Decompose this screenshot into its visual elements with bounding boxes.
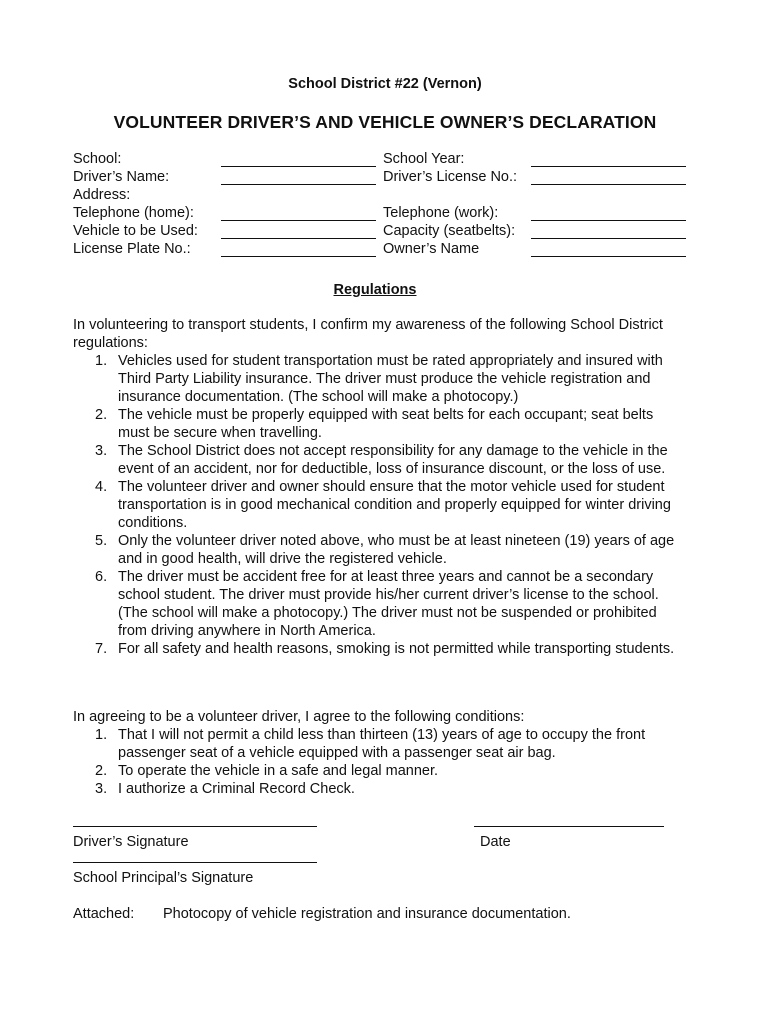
attached-text: Photocopy of vehicle registration and insurance documentation. xyxy=(163,906,571,922)
list-item: 5. Only the volunteer driver noted above, who must be at least nineteen (19) years of age and in good health, will drive the registered vehicle. xyxy=(95,533,675,567)
list-item: 1. Vehicles used for student transportation must be rated appropriately and insured with Third Party Liability insurance. The driver must produce the vehicle registration and insurance documentation. (The school will make a photocopy.) xyxy=(95,353,663,405)
owners-name-label: Owner’s Name xyxy=(383,241,480,257)
condition-text: I authorize a Criminal Record Check. xyxy=(118,781,355,797)
regulation-text: For all safety and health reasons, smoking is not permitted while transporting students. xyxy=(118,641,675,657)
condition-text: To operate the vehicle in a safe and legal manner. xyxy=(118,763,439,779)
school-year-field[interactable] xyxy=(531,166,686,167)
list-item: 3. The School District does not accept responsibility for any damage to the vehicle in the event of an accident, nor for deductible, loss of insurance discount, or the loss of use. xyxy=(95,443,668,477)
field-row-school xyxy=(73,150,688,168)
regulation-text: The volunteer driver and owner should ensure that the motor vehicle used for student transportation is in good mechanical condition and properly equipped for winter driving conditions. xyxy=(118,479,671,531)
conditions-list xyxy=(73,726,685,798)
date-label: Date xyxy=(480,834,511,850)
regulations-heading: Regulations xyxy=(333,282,417,298)
driver-signature-label: Driver’s Signature xyxy=(73,834,189,850)
principal-signature-label: School Principal’s Signature xyxy=(73,870,254,886)
address-label: Address: xyxy=(73,187,131,203)
regulations-section xyxy=(73,316,685,658)
school-field[interactable] xyxy=(221,166,376,167)
field-row-address xyxy=(73,186,688,204)
list-item: 3. I authorize a Criminal Record Check. xyxy=(95,781,355,797)
regulations-intro: In volunteering to transport students, I confirm my awareness of the following School District regulations: xyxy=(73,317,663,351)
regulations-list xyxy=(73,352,685,658)
field-row-plate xyxy=(73,240,688,258)
capacity-label: Capacity (seatbelts): xyxy=(383,223,516,239)
drivers-name-label: Driver’s Name: xyxy=(73,169,170,185)
principal-signature-line[interactable] xyxy=(73,862,317,863)
condition-text: That I will not permit a child less than thirteen (13) years of age to occupy the front passenger seat of a vehicle equipped with a passenger seat air bag. xyxy=(118,727,646,761)
attached-note xyxy=(73,905,571,923)
license-plate-label: License Plate No.: xyxy=(73,241,191,257)
telephone-home-label: Telephone (home): xyxy=(73,205,194,221)
list-item: 7. For all safety and health reasons, smoking is not permitted while transporting students. xyxy=(95,641,675,657)
vehicle-field[interactable] xyxy=(221,238,376,239)
regulation-text: The driver must be accident free for at least three years and cannot be a secondary school student. The driver must provide his/her current driver’s license to the school. (The school will make a photocopy.) The driver must not be suspended or prohibited from driving anywhere in North America. xyxy=(118,569,659,639)
field-row-vehicle xyxy=(73,222,688,240)
telephone-home-field[interactable] xyxy=(221,220,376,221)
field-row-telephone xyxy=(73,204,688,222)
regulation-text: Only the volunteer driver noted above, who must be at least nineteen (19) years of age and in good health, will drive the registered vehicle. xyxy=(118,533,675,567)
conditions-section xyxy=(73,708,685,798)
regulation-text: Vehicles used for student transportation must be rated appropriately and insured with Third Party Liability insurance. The driver must produce the vehicle registration and insurance documentation. (The school will make a photocopy.) xyxy=(118,353,663,405)
drivers-name-field[interactable] xyxy=(221,184,376,185)
capacity-field[interactable] xyxy=(531,238,686,239)
drivers-license-label: Driver’s License No.: xyxy=(383,169,518,185)
telephone-work-label: Telephone (work): xyxy=(383,205,499,221)
attached-label: Attached: xyxy=(73,906,135,922)
driver-signature-line[interactable] xyxy=(73,826,317,827)
list-item: 1. That I will not permit a child less than thirteen (13) years of age to occupy the front passenger seat of a vehicle equipped with a passenger seat air bag. xyxy=(95,727,646,761)
date-line[interactable] xyxy=(474,826,664,827)
regulation-text: The vehicle must be properly equipped with seat belts for each occupant; seat belts must be secure when travelling. xyxy=(118,407,654,441)
list-item: 6. The driver must be accident free for at least three years and cannot be a secondary school student. The driver must provide his/her current driver’s license to the school. (The school will make a photocopy.) The driver must not be suspended or prohibited from driving anywhere in North America. xyxy=(95,569,659,639)
conditions-intro: In agreeing to be a volunteer driver, I agree to the following conditions: xyxy=(73,709,525,725)
school-label: School: xyxy=(73,151,122,167)
license-plate-field[interactable] xyxy=(221,256,376,257)
list-item: 2. The vehicle must be properly equipped with seat belts for each occupant; seat belts must be secure when travelling. xyxy=(95,407,654,441)
form-title: VOLUNTEER DRIVER’S AND VEHICLE OWNER’S DECLARATION xyxy=(113,112,657,132)
list-item: 4. The volunteer driver and owner should ensure that the motor vehicle used for student transportation is in good mechanical condition and properly equipped for winter driving conditions. xyxy=(95,479,671,531)
info-fields xyxy=(73,150,688,258)
vehicle-label: Vehicle to be Used: xyxy=(73,223,198,239)
telephone-work-field[interactable] xyxy=(531,220,686,221)
owners-name-field[interactable] xyxy=(531,256,686,257)
district-heading: School District #22 (Vernon) xyxy=(288,76,482,92)
school-year-label: School Year: xyxy=(383,151,465,167)
list-item: 2. To operate the vehicle in a safe and legal manner. xyxy=(95,763,439,779)
field-row-driver xyxy=(73,168,688,186)
regulation-text: The School District does not accept responsibility for any damage to the vehicle in the event of an accident, nor for deductible, loss of insurance discount, or the loss of use. xyxy=(118,443,668,477)
drivers-license-field[interactable] xyxy=(531,184,686,185)
